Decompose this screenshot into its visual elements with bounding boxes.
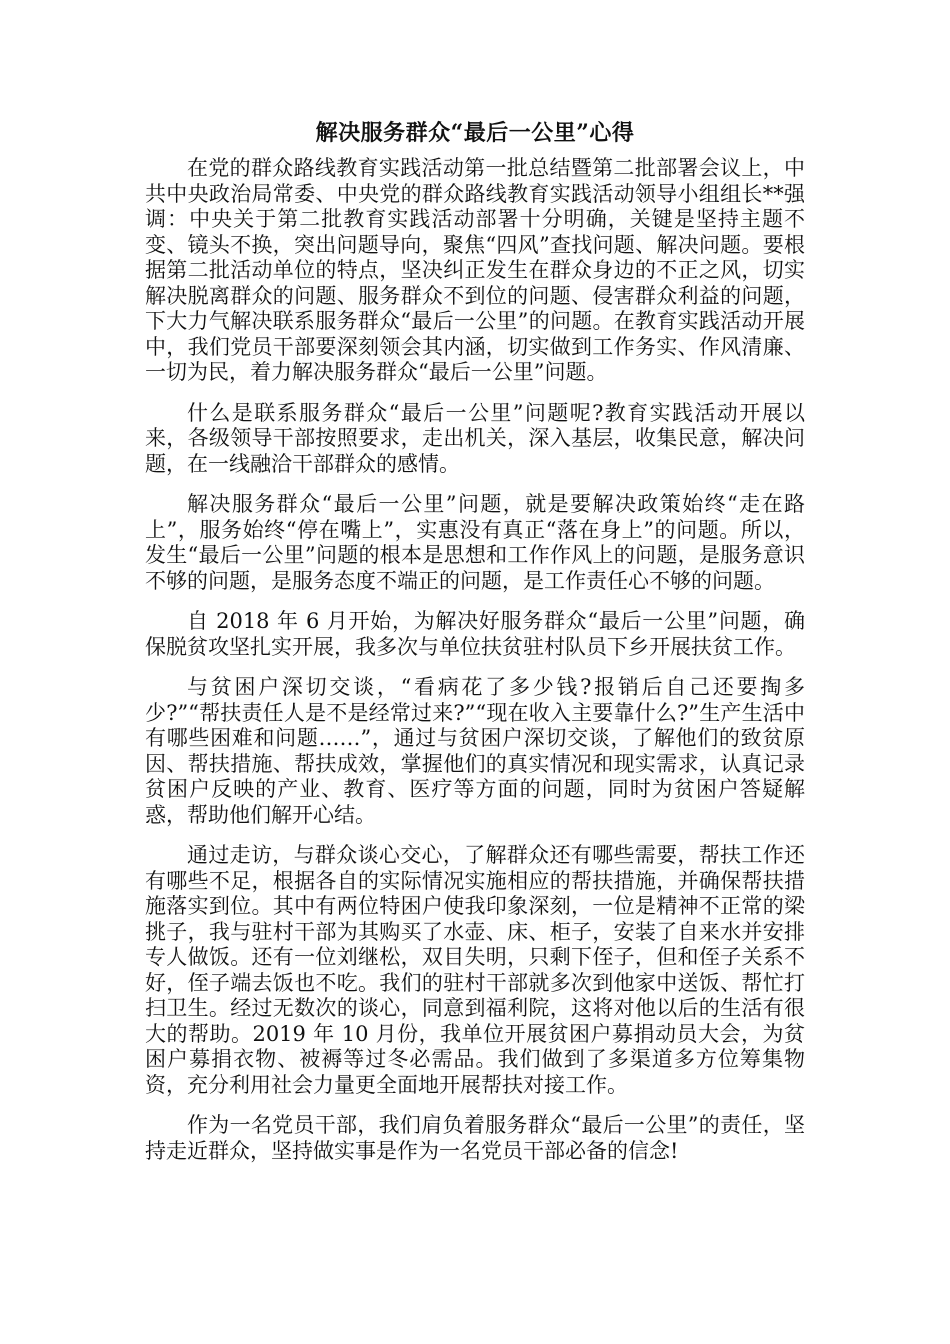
document-body: [145, 118, 805, 1179]
document-title: 解决服务群众“最后一公里”心得: [315, 120, 635, 146]
paragraph-7: 作为一名党员干部，我们肩负着服务群众“最后一公里”的责任，坚持走近群众，坚持做实事是作为一名党员干部必备的信念!: [145, 1113, 805, 1163]
paragraph-2: 什么是联系服务群众“最后一公里”问题呢?教育实践活动开展以来，各级领导干部按照要求，走出机关，深入基层，收集民意，解决问题，在一线融洽干部群众的感情。: [145, 400, 805, 476]
paragraph-5: 与贫困户深切交谈，“看病花了多少钱?报销后自己还要掏多少?”“帮扶责任人是不是经常过来?”“现在收入主要靠什么?”生产生活中有哪些困难和问题……”，通过与贫困户深切交谈，了解他们的致贫原因、帮扶措施、帮扶成效，掌握他们的真实情况和现实需求，认真记录贫困户反映的产业、教育、医疗等方面的问题，同时为贫困户答疑解惑，帮助他们解开心结。: [145, 675, 805, 827]
paragraph-4: 自 2018 年 6 月开始，为解决好服务群众“最后一公里”问题，确保脱贫攻坚扎实开展，我多次与单位扶贫驻村队员下乡开展扶贫工作。: [145, 609, 805, 659]
paragraph-3: 解决服务群众“最后一公里”问题，就是要解决政策始终“走在路上”，服务始终“停在嘴上”，实惠没有真正“落在身上”的问题。所以，发生“最后一公里”问题的根本是思想和工作作风上的问题，是服务意识不够的问题，是服务态度不端正的问题，是工作责任心不够的问题。: [145, 492, 805, 593]
paragraph-6: 通过走访，与群众谈心交心，了解群众还有哪些需要，帮扶工作还有哪些不足，根据各自的实际情况实施相应的帮扶措施，并确保帮扶措施落实到位。其中有两位特困户使我印象深刻，一位是精神不正常的梁挑子，我与驻村干部为其购买了水壶、床、柜子，安装了自来水并安排专人做饭。还有一位刘继松，双目失明，只剩下侄子，但和侄子关系不好，侄子端去饭也不吃。我们的驻村干部就多次到他家中送饭、帮忙打扫卫生。经过无数次的谈心，同意到福利院，这将对他以后的生活有很大的帮助。2019 年 10 月份，我单位开展贫困户募捐动员大会，为贫困户募捐衣物、被褥等过冬必需品。我们做到了多渠道多方位筹集物资，充分利用社会力量更全面地开展帮扶对接工作。: [145, 843, 805, 1097]
paragraph-1: 在党的群众路线教育实践活动第一批总结暨第二批部署会议上，中共中央政治局常委、中央党的群众路线教育实践活动领导小组组长**强调：中央关于第二批教育实践活动部署十分明确，关键是坚持主题不变、镜头不换，突出问题导向，聚焦“四风”查找问题、解决问题。要根据第二批活动单位的特点，坚决纠正发生在群众身边的不正之风，切实解决脱离群众的问题、服务群众不到位的问题、侵害群众利益的问题，下大力气解决联系服务群众“最后一公里”的问题。在教育实践活动开展中，我们党员干部要深刻领会其内涵，切实做到工作务实、作风清廉、一切为民，着力解决服务群众“最后一公里”问题。: [145, 156, 805, 384]
